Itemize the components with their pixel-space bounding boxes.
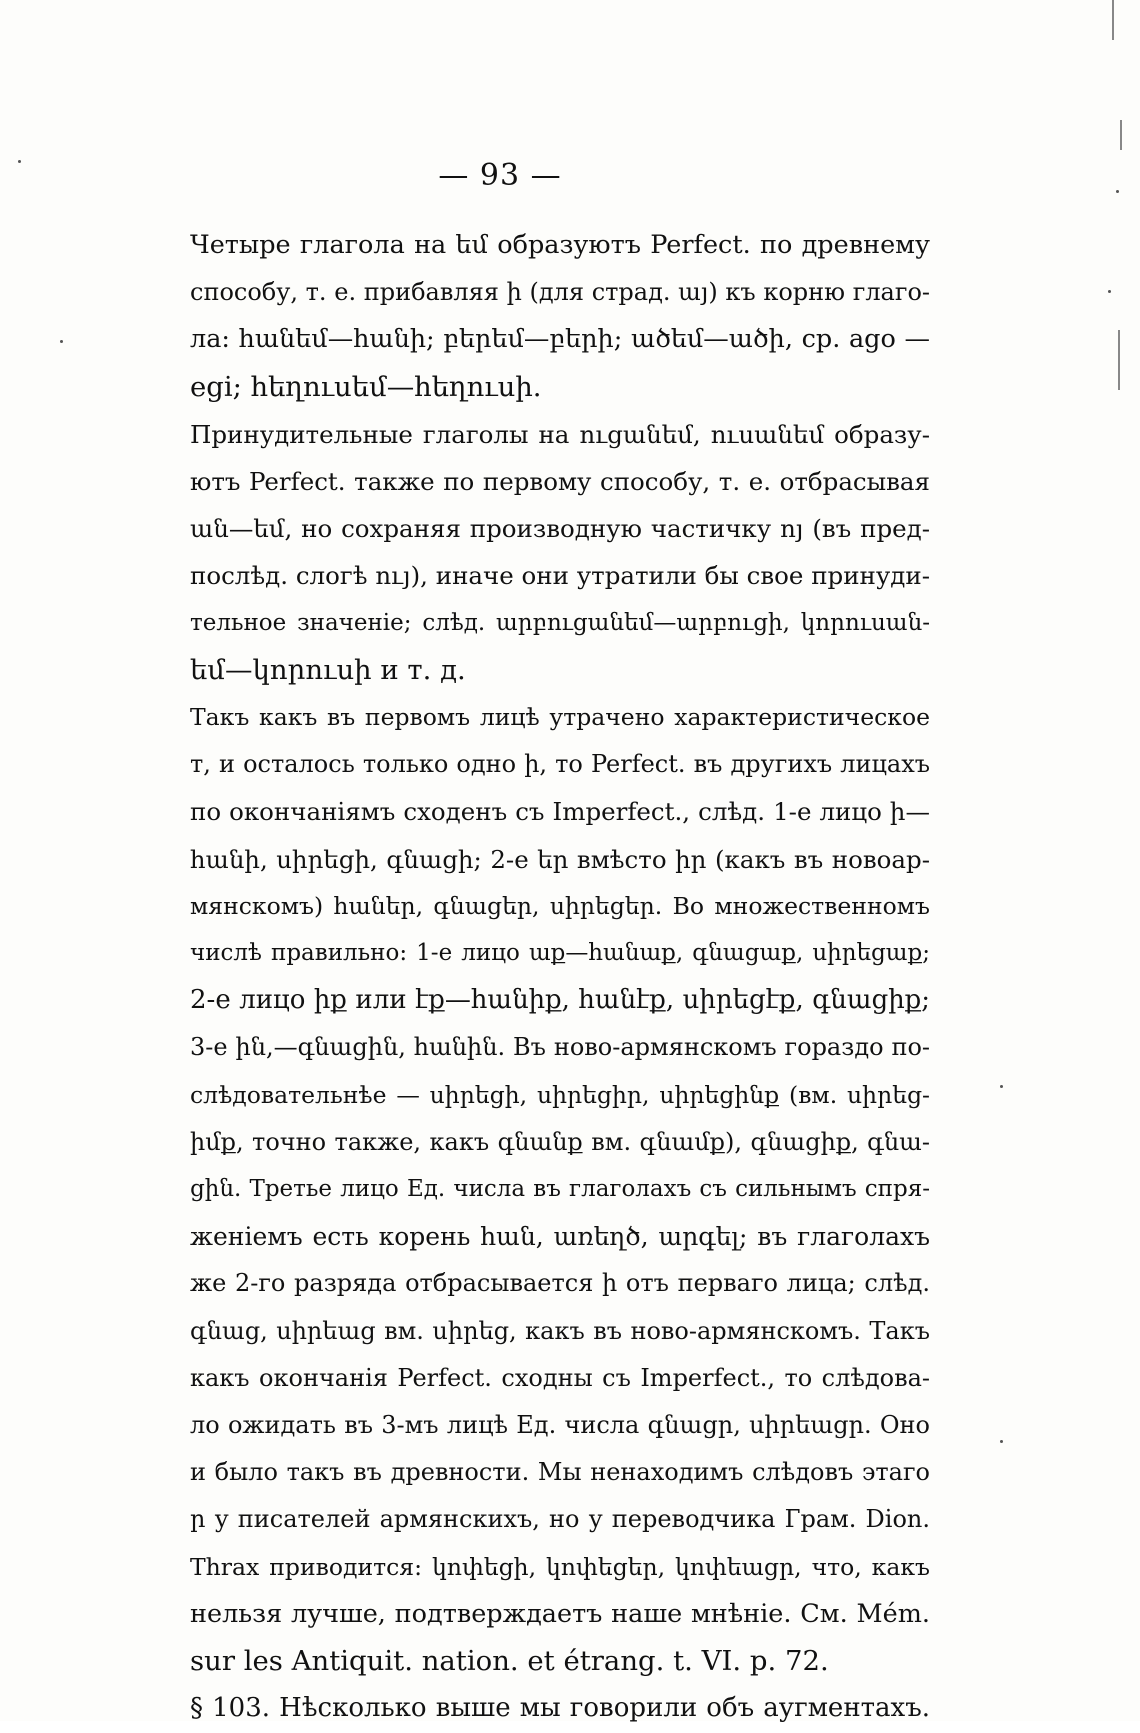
- text-line: ր у писателей армянскихъ, но у переводчика Грам. Dion.: [190, 1505, 930, 1534]
- text-line: Thrax приводится: կոփեցի, կոփեցեր, կոփեացր, что, какъ: [190, 1552, 930, 1581]
- text-line: женіемъ есть корень հան, առեղծ, արգել; въ глаголахъ: [190, 1222, 930, 1252]
- text-line: Такъ какъ въ первомъ лицѣ утрачено характеристическое: [190, 703, 930, 732]
- text-line: слѣдовательнѣе — սիրեցի, սիրեցիր, սիրեցինք (вм. սիրեց-: [190, 1080, 930, 1109]
- scan-edge-mark: [1120, 120, 1122, 150]
- scan-edge-dot: [1116, 190, 1119, 193]
- text-line: ло ожидать въ 3-мъ лицѣ Ед. числа գնացր, սիրեացր. Оно: [190, 1411, 930, 1440]
- body-text: [190, 222, 930, 1733]
- text-line: и было такъ въ древности. Мы ненаходимъ слѣдовъ этаго: [190, 1458, 930, 1487]
- text-line: т, и осталось только одно ի, то Perfect. въ другихъ лицахъ: [190, 750, 930, 779]
- text-line: § 103. Нѣсколько выше мы говорили объ аугментахъ.: [190, 1693, 930, 1724]
- scan-edge-dot: [60, 340, 63, 343]
- text-line: способу, т. е. прибавляя ի (для страд. այ) къ корню глаго-: [190, 278, 930, 307]
- text-line: ան—եմ, но сохраняя производную частичку ոյ (въ пред-: [190, 514, 930, 544]
- text-line: числѣ правильно: 1-е лицо աք—հանաք, գնացաք, սիրեցաք;: [190, 940, 930, 967]
- scan-edge-dot: [1108, 290, 1111, 293]
- text-line: ցին. Третье лицо Ед. числа въ глаголахъ съ сильнымъ спря-: [190, 1176, 930, 1203]
- text-line: Четыре глагола на եմ образуютъ Perfect. по древнему: [190, 230, 930, 260]
- text-line: какъ окончанія Perfect. сходны съ Imperfect., то слѣдова-: [190, 1363, 930, 1392]
- text-line: sur les Antiquit. nation. et étrang. t. VI. p. 72.: [190, 1645, 829, 1678]
- text-line: 3-е ին,—գնացին, հանին. Въ ново-армянскомъ гораздо по-: [190, 1033, 930, 1062]
- text-line: нельзя лучше, подтверждаетъ наше мнѣніе. См. Mém.: [190, 1598, 930, 1629]
- text-line: же 2-го разряда отбрасывается ի отъ перваго лица; слѣд.: [190, 1269, 930, 1298]
- scan-edge-mark: [1118, 330, 1120, 390]
- text-line: egi; հեղուսեմ—հեղուսի.: [190, 370, 542, 403]
- scan-edge-dot: [1000, 1440, 1003, 1443]
- text-line: ла: հանեմ—հանի; բերեմ—բերի; ածեմ—ածի, ср. ago —: [190, 324, 930, 355]
- text-line: գնաց, սիրեաց вм. սիրեց, какъ въ ново-армянскомъ. Такъ: [190, 1316, 930, 1345]
- text-line: тельное значеніе; слѣд. արբուցանեմ—արբուցի, կորուսան-: [190, 609, 930, 636]
- text-line: եմ—կորուսի и т. д.: [190, 653, 466, 686]
- text-line: мянскомъ) հաներ, գնացեր, սիրեցեր. Во множественномъ: [190, 891, 930, 920]
- scan-edge-dot: [18, 160, 21, 163]
- text-line: իմք, точно также, какъ գնանք вм. գնամք), գնացիք, գնա-: [190, 1127, 930, 1156]
- text-line: послѣд. слогѣ ույ), иначе они утратили бы свое принуди-: [190, 561, 930, 591]
- scan-edge-dot: [1000, 1085, 1003, 1088]
- scan-edge-mark: [1112, 0, 1114, 40]
- text-line: ютъ Perfect. также по первому способу, т. е. отбрасывая: [190, 467, 930, 497]
- page-number: — 93 —: [438, 158, 562, 193]
- text-line: Принудительные глаголы на ուցանեմ, ուսանեմ образу-: [190, 419, 930, 449]
- text-line: 2-е лицо իք или էք—հանիք, հանէք, սիրեցէք, գնացիք;: [190, 985, 930, 1016]
- text-line: по окончаніямъ сходенъ съ Imperfect., слѣд. 1-е лицо ի—: [190, 797, 930, 827]
- text-line: հանի, սիրեցի, գնացի; 2-е եր вмѣсто իր (какъ въ новоар-: [190, 844, 930, 874]
